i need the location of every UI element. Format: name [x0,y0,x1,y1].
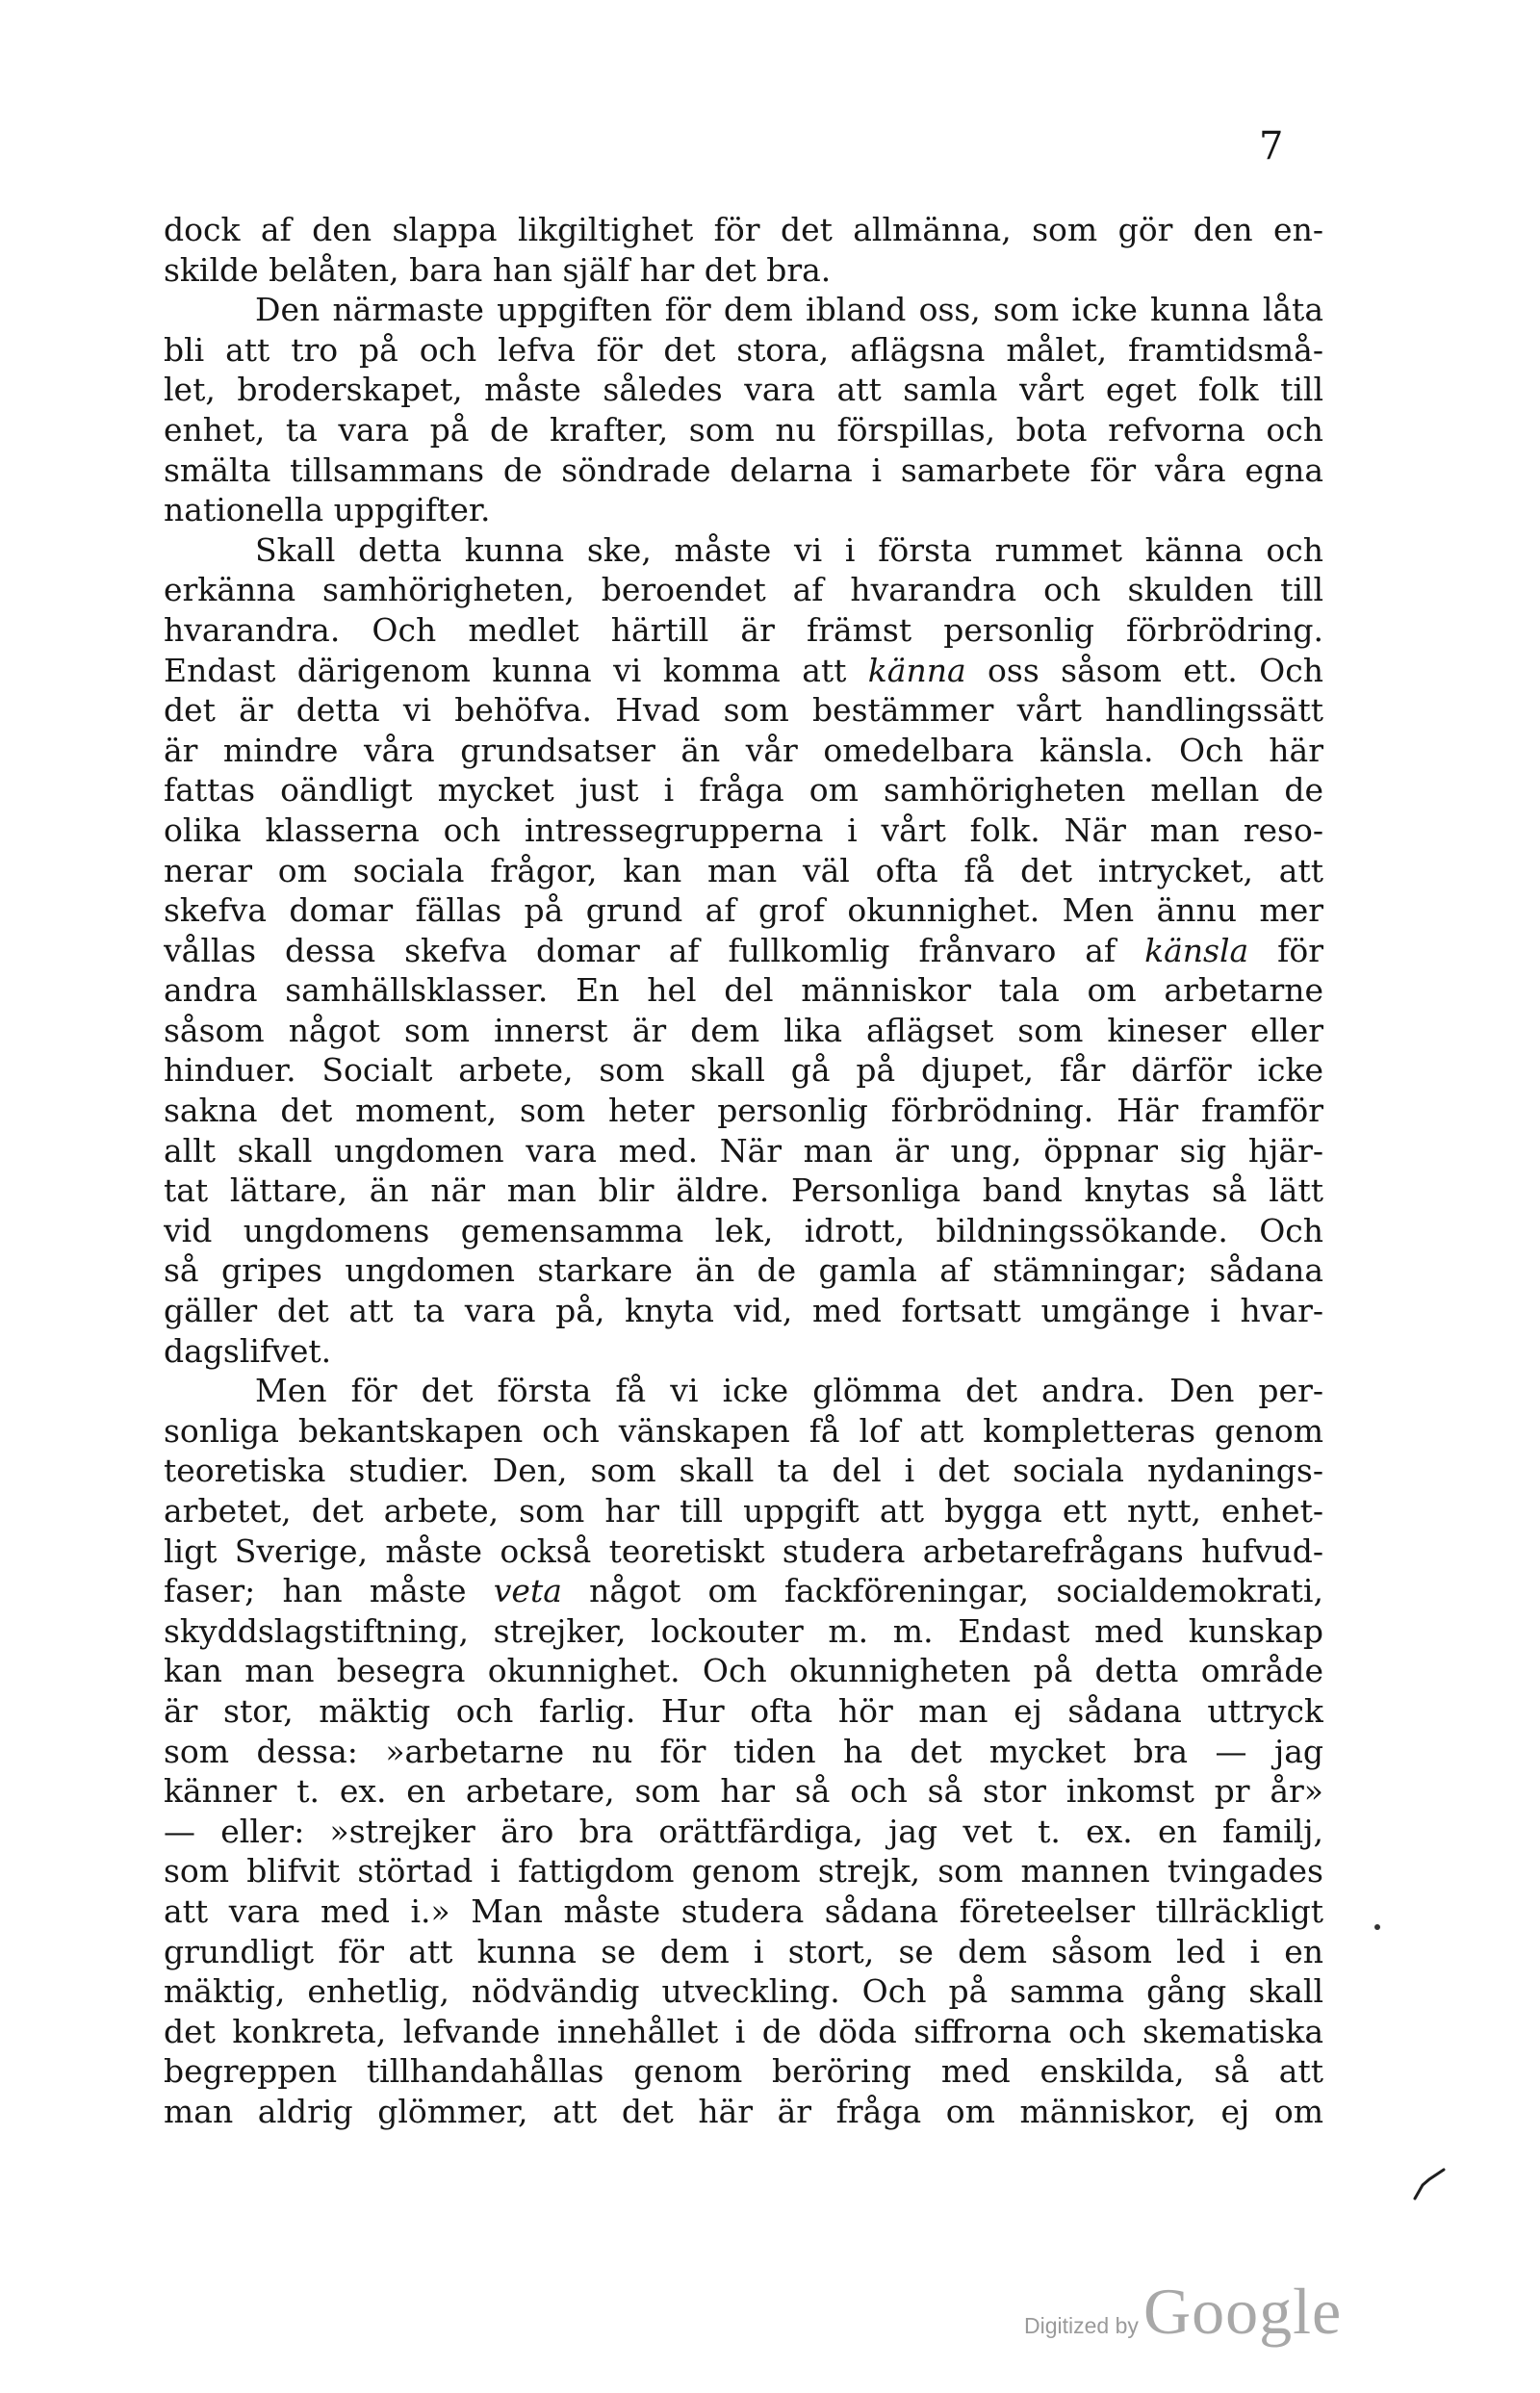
text-line: som dessa: »arbetarne nu för tiden ha det mycket bra — jag [164,1732,1323,1770]
text-line: Skall detta kunna ske, måste vi i första rummet känna och [255,530,1323,569]
text-line: det är detta vi behöfva. Hvad som bestämmer vårt handlingssätt [164,691,1323,730]
text-line: fattas oändligt mycket just i fråga om samhörigheten mellan de [164,771,1323,810]
margin-dot [1374,1924,1380,1930]
text-line [164,651,1323,691]
text-line: vid ungdomens gemensamma lek, idrott, bildningssökande. Och [164,1211,1323,1249]
text-line: let, broderskapet, måste således vara att samla vårt eget folk till [164,371,1323,409]
text-line: gäller det att ta vara på, knyta vid, med fortsatt umgänge i hvar- [164,1292,1323,1330]
text-line: teoretiska studier. Den, som skall ta del i det sociala nydanings- [164,1452,1323,1490]
text-line: är stor, mäktig och farlig. Hur ofta hör man ej sådana uttryck [164,1691,1323,1730]
text-line: arbetet, det arbete, som har till uppgift att bygga ett nytt, enhet- [164,1492,1323,1530]
text-line: sakna det moment, som heter personlig förbrödning. Här framför [164,1092,1323,1130]
text-segment: vållas dessa skefva domar af fullkomlig frånvaro af [164,931,1116,969]
text-line: erkänna samhörigheten, beroendet af hvarandra och skulden till [164,571,1323,609]
text-line: kan man besegra okunnighet. Och okunnigheten på detta område [164,1652,1323,1690]
text-line: tat lättare, än när man blir äldre. Personliga band knytas så lätt [164,1171,1323,1210]
text-line: grundligt för att kunna se dem i stort, se dem såsom led i en [164,1932,1323,1970]
text-line: känner t. ex. en arbetare, som har så och så stor inkomst pr år» [164,1772,1323,1811]
text-segment: Endast därigenom kunna vi komma att [164,651,847,689]
emphasis-kansla: känsla [1144,931,1249,969]
text-segment: för [1277,931,1323,969]
text-line: det konkreta, lefvande innehållet i de döda siffrorna och skematiska [164,2012,1323,2050]
text-line: olika klasserna och intressegrupperna i vårt folk. När man reso- [164,811,1323,849]
text-line: nationella uppgifter. [164,491,491,529]
text-line: hvarandra. Och medlet härtill är främst personlig förbrödring. [164,610,1323,649]
text-line [164,1571,1323,1611]
text-line: begreppen tillhandahållas genom beröring med enskilda, så att [164,2052,1323,2091]
page-number: 7 [1259,124,1284,168]
body-text [164,210,1323,2132]
google-logo: Google [1142,2275,1343,2348]
text-line: mäktig, enhetlig, nödvändig utveckling. Och på samma gång skall [164,1972,1323,2011]
text-line: Den närmaste uppgiften för dem ibland oss, som icke kunna låta [255,291,1323,329]
text-line: — eller: »strejker äro bra orättfärdiga, jag vet t. ex. en familj, [164,1812,1323,1850]
emphasis-kanna: känna [867,651,966,689]
text-line: smälta tillsammans de söndrade delarna i samarbete för våra egna [164,450,1323,489]
text-line: sonliga bekantskapen och vänskapen få lof att kompletteras genom [164,1411,1323,1450]
text-segment: faser; han måste [164,1572,467,1610]
text-line: dagslifvet. [164,1331,332,1370]
text-line [164,931,1323,971]
text-line: Men för det första få vi icke glömma det andra. Den per- [255,1372,1323,1410]
text-line: skyddslagstiftning, strejker, lockouter m. m. Endast med kunskap [164,1611,1323,1650]
pencil-mark-icon [1411,2166,1448,2202]
text-line: skefva domar fällas på grund af grof okunnighet. Men ännu mer [164,891,1323,930]
text-line: nerar om sociala frågor, kan man väl ofta få det intrycket, att [164,851,1323,889]
text-line: så gripes ungdomen starkare än de gamla af stämningar; sådana [164,1251,1323,1290]
digitized-watermark [1024,2274,1342,2350]
text-line: ligt Sverige, måste också teoretiskt studera arbetarefrågans hufvud- [164,1531,1323,1570]
text-line: hinduer. Socialt arbete, som skall gå på djupet, får därför icke [164,1051,1323,1090]
text-line: att vara med i.» Man måste studera sådana företeelser tillräckligt [164,1891,1323,1930]
text-line: andra samhällsklasser. En hel del människor tala om arbetarne [164,971,1323,1010]
text-line: bli att tro på och lefva för det stora, aflägsna målet, framtidsmå- [164,330,1323,369]
text-segment: oss såsom ett. Och [988,651,1323,689]
emphasis-veta: veta [493,1572,562,1610]
text-segment: något om fackföreningar, socialdemokrati, [589,1572,1323,1610]
text-line: dock af den slappa likgiltighet för det allmänna, som gör den en- [164,211,1323,248]
text-line: är mindre våra grundsatser än vår omedelbara känsla. Och här [164,731,1323,769]
text-line: man aldrig glömmer, att det här är fråga om människor, ej om [164,2092,1323,2130]
text-line: såsom något som innerst är dem lika aflägset som kineser eller [164,1011,1323,1049]
digitized-label: Digitized by [1024,2313,1139,2338]
text-line: skilde belåten, bara han själf har det bra. [164,250,832,289]
text-line: som blifvit störtad i fattigdom genom strejk, som mannen tvingades [164,1852,1323,1891]
text-line: enhet, ta vara på de krafter, som nu förspillas, bota refvorna och [164,410,1323,449]
text-line: allt skall ungdomen vara med. När man är ung, öppnar sig hjär- [164,1131,1323,1170]
